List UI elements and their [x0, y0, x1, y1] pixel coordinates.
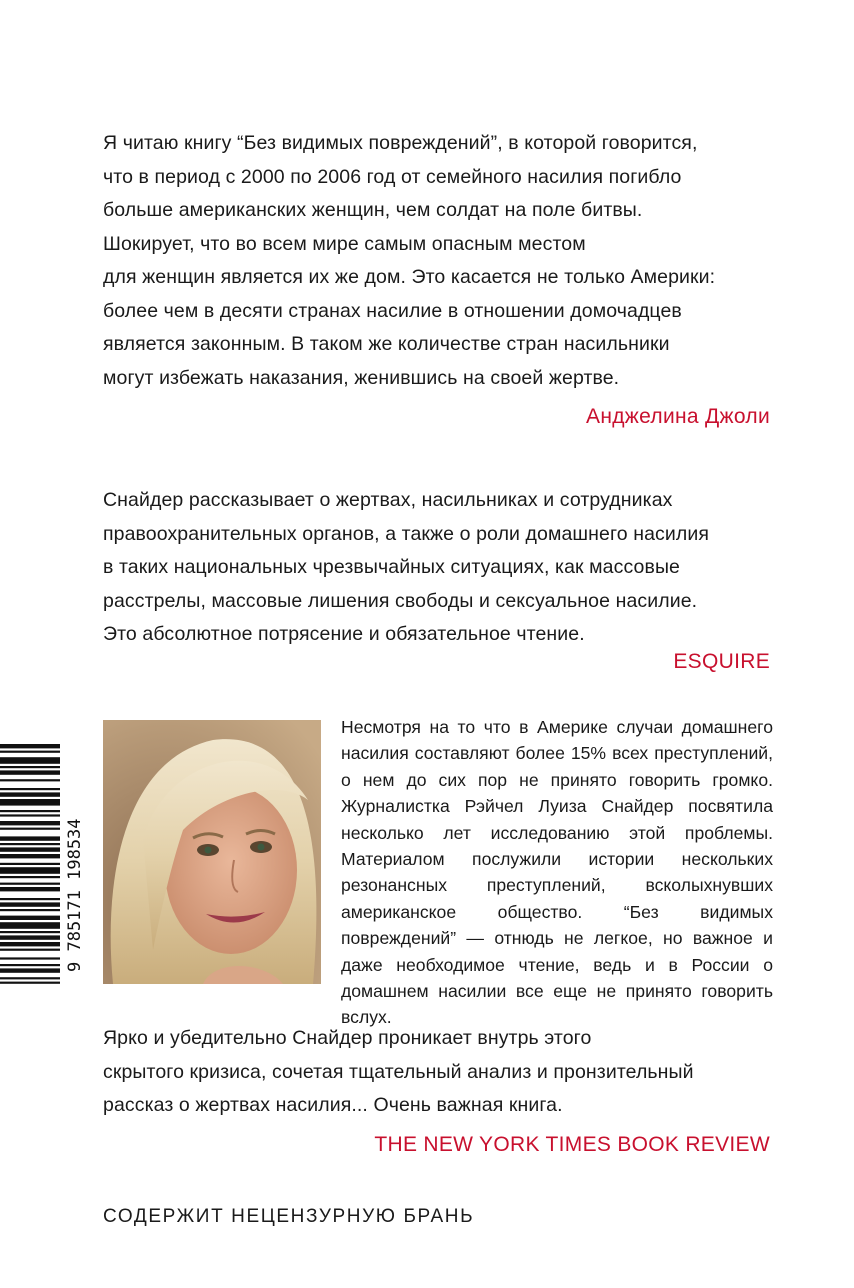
quote-source-esquire: ESQUIRE [673, 650, 770, 673]
book-description: Несмотря на то что в Америке случаи домашнего насилия составляют более 15% всех преступлений, о нем до сих пор не принято говорить громко. Журналистка Рэйчел Луиза Снайдер посвятила несколько лет исследованию этой проблемы. Материалом послужили истории нескольких резонансных преступлений, всколыхнувших американское общество. “Без видимых повреждений” — отнюдь не легкое, но важное и даже необходимое чтение, ведь и в России о домашнем насилии все еще не принято говорить вслух. [341, 717, 773, 1028]
barcode-bars [0, 744, 60, 984]
quote-esquire: Снайдер рассказывает о жертвах, насильниках и сотрудниках правоохранительных органов, а также о роли домашнего насилия в таких национальных чрезвычайных ситуациях, как массовые расстрелы, массовые лишения свободы и сексуальное насилие. Это абсолютное потрясение и обязательное чтение. [103, 489, 710, 645]
quote-source-nyt: THE NEW YORK TIMES BOOK REVIEW [374, 1133, 770, 1156]
quote-nyt: Ярко и убедительно Снайдер проникает внутрь этого скрытого кризиса, сочетая тщательный анализ и пронзительный рассказ о жертвах насилия... Очень важная книга. [103, 1027, 694, 1116]
quote-source-angelina-jolie: Анджелина Джоли [586, 405, 770, 428]
quote-angelina-jolie: Я читаю книгу “Без видимых повреждений”, в которой говорится, что в период с 2000 по 2006 год от семейного насилия погибло больше американских женщин, чем солдат на поле битвы. Шокирует, что во всем мире самым опасным местом для женщин является их же дом. Это касается не только Америки: более чем в десяти странах насилие в отношении домочадцев является законным. В таком же количестве стран насильники могут избежать наказания, женившись на своей жертве. [103, 132, 716, 389]
content-warning: СОДЕРЖИТ НЕЦЕНЗУРНУЮ БРАНЬ [103, 1206, 475, 1227]
isbn-barcode [0, 720, 86, 984]
barcode-number: 9 785171 198534 [65, 818, 85, 972]
author-photo [103, 720, 321, 984]
